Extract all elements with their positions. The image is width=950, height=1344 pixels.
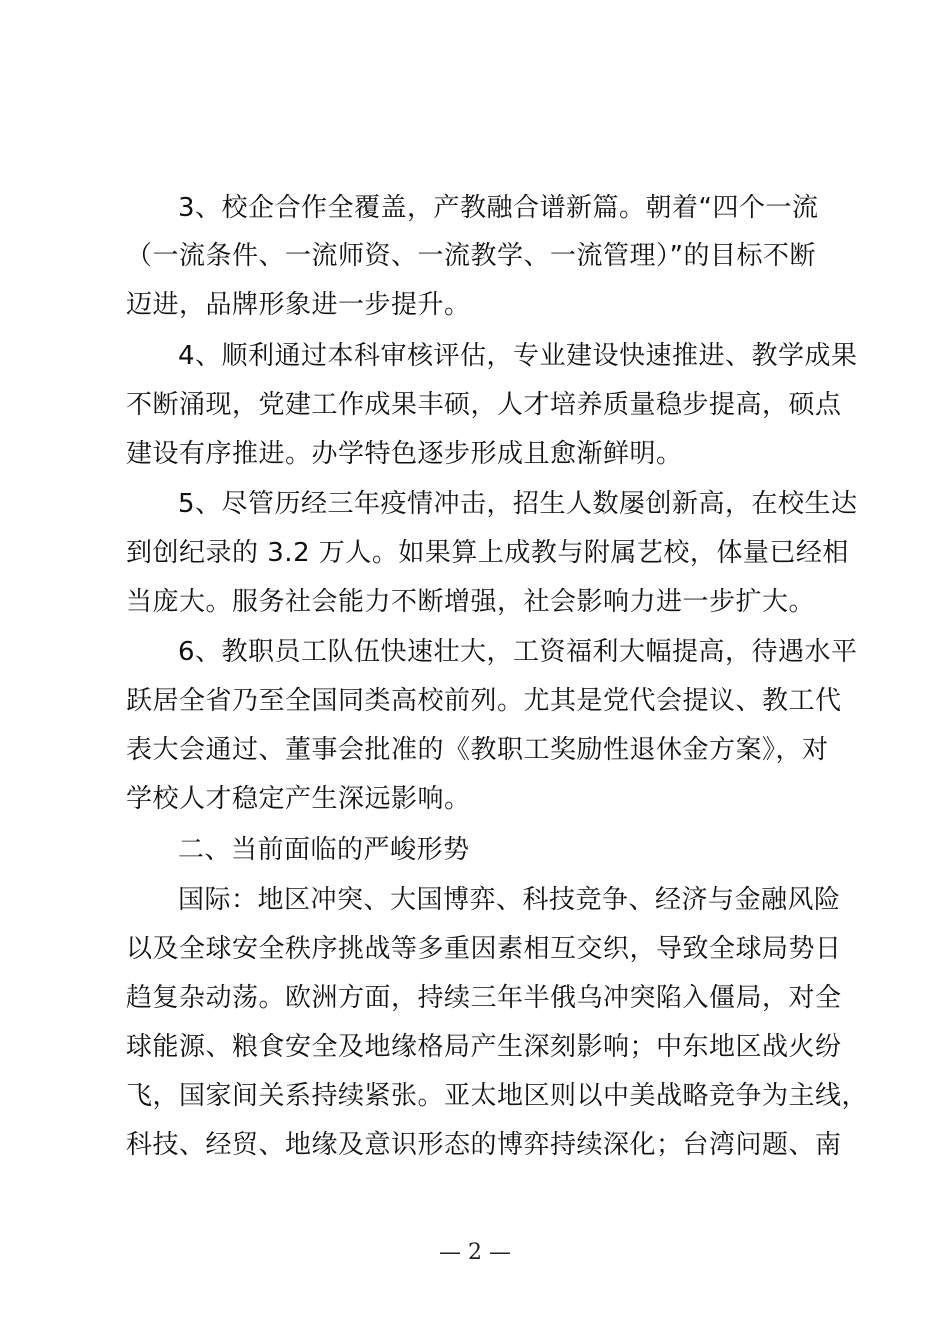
paragraph-4-line-2: 不断涌现，党建工作成果丰硕，人才培养质量稳步提高，硕点 xyxy=(126,390,842,420)
paragraph-6-line-1: 6、教职员工队伍快速壮大，工资福利大幅提高，待遇水平 xyxy=(178,637,858,667)
paragraph-4-line-1: 4、顺利通过本科审核评估，专业建设快速推进、教学成果 xyxy=(178,341,858,371)
paragraph-5-line-3: 当庞大。服务社会能力不断增强，社会影响力进一步扩大。 xyxy=(126,587,816,617)
page-number: — 2 — xyxy=(439,1240,511,1265)
paragraph-6-line-3: 表大会通过、董事会批准的《教职工奖励性退休金方案》，对 xyxy=(126,735,829,765)
international-paragraph-line-1: 国际：地区冲突、大国博弈、科技竞争、经济与金融风险 xyxy=(178,885,841,915)
paragraph-5-line-1: 5、尽管历经三年疫情冲击，招生人数屡创新高，在校生达 xyxy=(178,489,858,519)
international-paragraph-line-3: 趋复杂动荡。欧洲方面，持续三年半俄乌冲突陷入僵局，对全 xyxy=(126,983,842,1013)
paragraph-3-line-3: 迈进，品牌形象进一步提升。 xyxy=(126,290,471,320)
international-paragraph-line-2: 以及全球安全秩序挑战等多重因素相互交织，导致全球局势日 xyxy=(126,934,842,964)
international-paragraph-line-5: 飞，国家间关系持续紧张。亚太地区则以中美战略竞争为主线， xyxy=(126,1081,869,1111)
paragraph-5-line-2: 到创纪录的 3.2 万人。如果算上成教与附属艺校，体量已经相 xyxy=(126,538,849,568)
paragraph-3-line-2: （一流条件、一流师资、一流教学、一流管理）”的目标不断 xyxy=(126,241,816,271)
international-paragraph-line-4: 球能源、粮食安全及地缘格局产生深刻影响；中东地区战火纷 xyxy=(126,1032,842,1062)
section-heading: 二、当前面临的严峻形势 xyxy=(178,835,470,865)
paragraph-4-line-3: 建设有序推进。办学特色逐步形成且愈渐鲜明。 xyxy=(126,439,683,469)
paragraph-6-line-2: 跃居全省乃至全国同类高校前列。尤其是党代会提议、教工代 xyxy=(126,686,842,716)
paragraph-3-line-1: 3、校企合作全覆盖，产教融合谱新篇。朝着“四个一流 xyxy=(178,193,819,223)
paragraph-6-line-4: 学校人才稳定产生深远影响。 xyxy=(126,784,471,814)
international-paragraph-line-6: 科技、经贸、地缘及意识形态的博弈持续深化；台湾问题、南 xyxy=(126,1130,842,1160)
